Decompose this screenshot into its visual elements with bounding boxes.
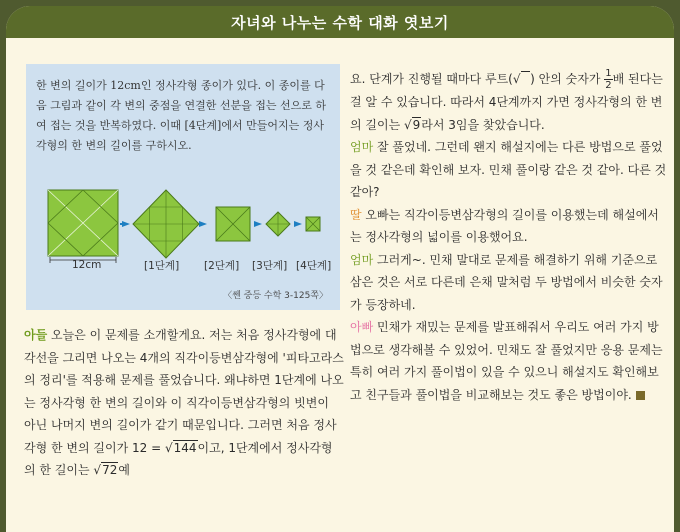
daughter-paragraph: 딸 오빠는 직각이등변삼각형의 길이를 이용했는데 해설에서는 정사각형의 넓이를 이용했어요. [350,207,659,244]
square-step-1 [133,190,199,258]
speaker-mom: 엄마 [350,140,374,154]
arrow-tail [120,223,124,225]
dad-paragraph: 아빠 민채가 재밌는 문제를 발표해줘서 우리도 여러 가지 방법으로 생각해볼 수 있었어. 민채도 잘 풀었지만 응용 문제는 특히 여러 가지 풀이법이 있을 수 있으니 해설지도 확인해보고 친구들과 풀이법을 비교해보는 것도 좋은 방법이야. [350,320,663,402]
problem-text: 한 변의 길이가 12cm인 정사각형 종이가 있다. 이 종이를 다음 그림과 같이 각 변의 중점을 연결한 선분을 접는 선으로 하여 접는 것을 반복하였다. 이때 [4단계]에서 만들어지는 정사각형의 한 변의 길이를 구하시오. [36,79,326,152]
folding-diagram [26,64,340,310]
sqrt-72: √72 [93,463,118,477]
side-length-label: 12cm [72,259,102,271]
speaker-son: 아들 [24,328,48,342]
square-step-4 [306,217,320,231]
step-label-4: [4단계] [296,260,332,272]
arrow-right-icon [294,221,302,227]
son-text-c: 예 [118,463,130,477]
left-column [24,324,344,482]
arrow-right-icon [254,221,262,227]
square-step-2 [216,207,250,241]
speaker-mom: 엄마 [350,252,374,267]
mom-paragraph-2: 엄마 그러게~. 민채 말대로 문제를 해결하기 위해 기준으로 삼은 것은 서로 다른데 은채 말처럼 두 방법에서 비슷한 숫자가 등장하네. [350,252,663,312]
sqrt-9: √9 [404,117,421,132]
son-text-a: 오늘은 이 문제를 소개할게요. 저는 처음 정사각형에 대각선을 그리면 나오는 4개의 직각이등변삼각형에 '피타고라스의 정리'를 적용해 문제를 풀었습니다. 왜냐하면 1단계에 나오는 정사각형 한 변의 길이와 이 직각이등변삼각형의 빗변이 아닌 나머지 변의 길이가 같기 때문입니다. 그러면 처음 정사각형 한 변의 길이가 12 = [24,328,344,455]
sqrt-144: √144 [164,440,197,455]
arrow-right-icon [199,221,207,227]
step-label-3: [3단계] [252,260,288,272]
header-bar [6,6,674,38]
square-original [48,190,118,263]
son-paragraph [24,324,344,482]
step-label-2: [2단계] [204,260,240,272]
son-paragraph-cont: 요. 단계가 진행될 때마다 루트(√ ) 안의 숫자가 $\frac{1}{2}$ 배 된다는 걸 알 수 있습니다. 따라서 4단계까지 가면 정사각형의 한 변의 길이는 √9라서 3임을 찾았습니다. [350,68,668,136]
mom-paragraph-1: 엄마 잘 풀었네. 그런데 왠지 해설지에는 다른 방법으로 풀었을 것 같은데 확인해 보자. 민채 풀이랑 같은 것 같아. 다른 것 같아? [350,140,667,199]
speaker-daughter: 딸 [350,207,362,222]
problem-box [26,64,340,310]
problem-source: 〈쎈 중등 수학 3-125쪽〉 [223,291,328,301]
fraction-one-half: $\frac{1}{2}$ [605,68,612,91]
speaker-dad: 아빠 [350,320,374,334]
step-label-1: [1단계] [144,260,180,272]
right-column [350,68,668,406]
end-mark-icon [636,391,645,400]
son-text-b: 이고, 1단계에서 정사각형의 한 길이는 [24,440,333,477]
header-title: 자녀와 나누는 수학 대화 엿보기 [231,13,449,32]
sqrt-symbol: √ [513,68,530,91]
square-step-3 [266,212,290,236]
article-panel [6,6,674,532]
